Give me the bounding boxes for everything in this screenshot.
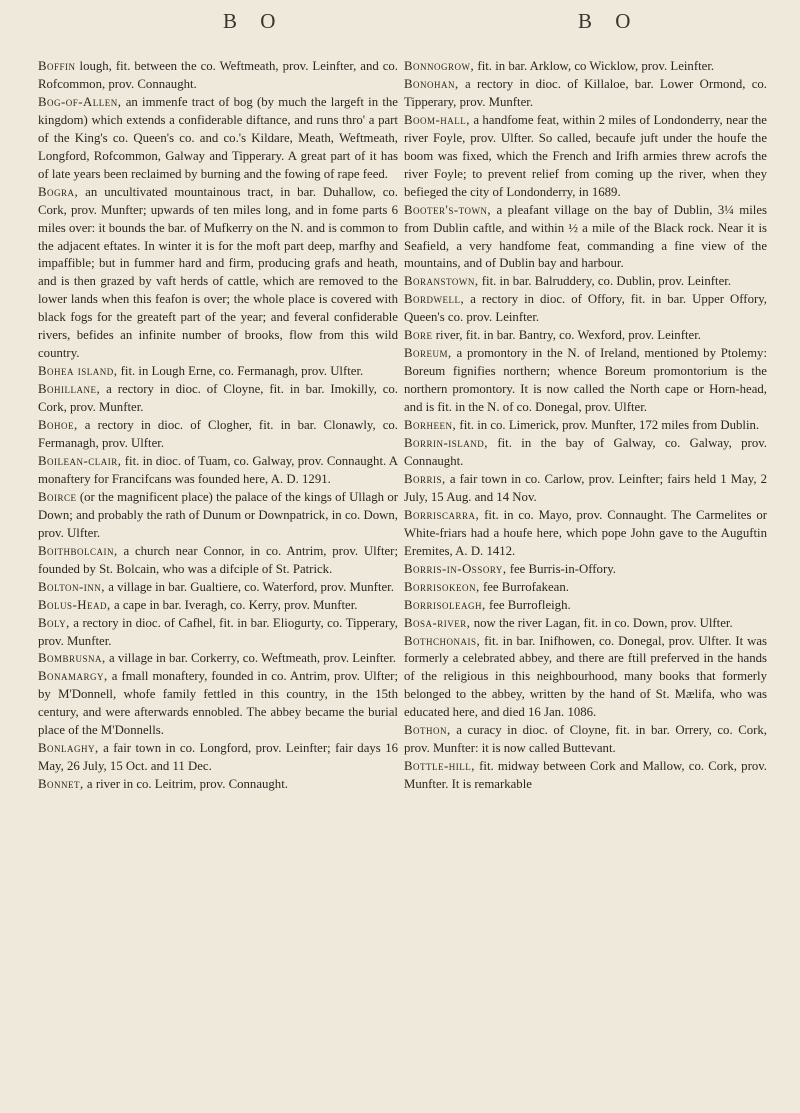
entry-headword: Bonnogrow,	[404, 59, 475, 73]
entry-text: a fair town in co. Carlow, prov. Leinfter; fairs held 1 May, 2 July, 15 Aug. and 14 Nov.	[404, 471, 767, 504]
entry-headword: Bonamargy,	[38, 669, 108, 684]
entry-text: lough, fit. between the co. Weftmeath, prov. Leinfter, and co. Rofcommon, prov. Connaught.	[38, 59, 398, 91]
entry-text: a river in co. Leitrim, prov. Connaught.	[83, 777, 288, 792]
entry-text: fit. in bar. Arklow, co Wicklow, prov. Leinfter.	[474, 59, 715, 73]
dictionary-entry	[38, 650, 398, 668]
entry-text: a rectory in dioc. of Cafhel, fit. in bar. Eliogurty, co. Tipperary, prov. Munfter.	[38, 615, 398, 648]
dictionary-entry	[404, 273, 767, 291]
dictionary-entry	[404, 633, 767, 723]
dictionary-entry	[38, 668, 398, 740]
entry-text: fit. in the bay of Galway, co. Galway, prov. Connaught.	[404, 436, 767, 468]
entry-headword: Boffin	[38, 59, 76, 73]
dictionary-entry	[38, 615, 398, 651]
right-column	[404, 58, 767, 794]
entry-headword: Borrin-island,	[404, 436, 488, 451]
entry-text: now the river Lagan, fit. in co. Down, prov. Ulfter.	[470, 615, 733, 630]
left-column	[38, 58, 398, 794]
entry-headword: Borriscarra,	[404, 507, 480, 522]
dictionary-entry	[404, 112, 767, 202]
entry-headword: Boom-hall,	[404, 112, 470, 127]
running-head-left: B O	[223, 9, 285, 33]
entry-text: fee Burrofleigh.	[485, 597, 571, 612]
dictionary-entry	[38, 740, 398, 776]
dictionary-entry	[404, 579, 767, 597]
dictionary-entry	[38, 381, 398, 417]
entry-text: fit. midway between Cork and Mallow, co. Cork, prov. Munfter. It is remarkable	[404, 759, 767, 792]
dictionary-entry	[404, 597, 767, 615]
entry-headword: Boilean-clair,	[38, 453, 122, 468]
entry-headword: Boirce	[38, 489, 77, 504]
dictionary-entry	[404, 471, 767, 507]
entry-headword: Bonlaghy,	[38, 741, 99, 756]
entry-text: (or the magnificent place) the palace of the kings of Ullagh or Down; and probably the rath of Dunum or Downpatrick, in co. Down, prov. Ulfter.	[38, 489, 398, 540]
dictionary-entry	[404, 561, 767, 579]
entry-headword: Bogra,	[38, 184, 79, 199]
entry-headword: Boreum,	[404, 346, 452, 361]
dictionary-entry	[38, 184, 398, 364]
entry-text: a village in bar. Corkerry, co. Weftmeath, prov. Leinfter.	[105, 651, 396, 666]
entry-text: a rectory in dioc. of Offory, fit. in bar. Upper Offory, Queen's co. prov. Leinfter.	[404, 292, 767, 325]
entry-text: an immenfe tract of bog (by much the largeft in the kingdom) which extends a confiderable diftance, and runs thro' a part of the King's co. Queen's co. and co.'s Kildare, Meath, Weftmeath, Longford, Rofcommon, Galway and Tipperary. A great part of it has of late years been reclaimed by burning and the fowing of rape feed.	[38, 94, 398, 181]
entry-text: a rectory in dioc. of Killaloe, bar. Lower Ormond, co. Tipperary, prov. Munfter.	[404, 76, 767, 109]
running-head-right: B O	[578, 9, 640, 33]
entry-headword: Bonohan,	[404, 76, 459, 91]
entry-headword: Borheen,	[404, 418, 457, 433]
entry-text: fee Burrofakean.	[479, 579, 569, 594]
entry-headword: Bohoe,	[38, 418, 78, 433]
entry-text: fit. in bar. Balruddery, co. Dublin, prov. Leinfter.	[478, 274, 732, 289]
entry-text: fit. in co. Limerick, prov. Munfter, 172 miles from Dublin.	[456, 418, 760, 433]
dictionary-entry	[404, 615, 767, 633]
entry-text: fit. in bar. Inifhowen, co. Donegal, prov. Ulfter. It was formerly a celebrated abbey, and there are ftill preferved in the hands of the religious in this neighbourhood, many books that formerly belonged to the abbey, written by the hand of St. Mælifa, who was educated here, and died 16 Jan. 1086.	[404, 633, 767, 720]
entry-headword: Bonnet,	[38, 777, 84, 792]
entry-headword: Bore	[404, 328, 433, 343]
dictionary-entry	[38, 417, 398, 453]
dictionary-entry	[404, 291, 767, 327]
dictionary-entry	[404, 327, 767, 345]
entry-headword: Bothchonais,	[404, 633, 481, 648]
entry-text: a church near Connor, in co. Antrim, prov. Ulfter; founded by St. Bolcain, who was a difciple of St. Patrick.	[38, 543, 398, 576]
dictionary-entry	[38, 58, 398, 94]
dictionary-entry	[404, 758, 767, 794]
entry-text: fit. in dioc. of Tuam, co. Galway, prov. Connaught. A monaftery for Francifcans was founded here, A. D. 1291.	[38, 453, 398, 486]
entry-headword: Boly,	[38, 615, 70, 630]
entry-text: an uncultivated mountainous tract, in bar. Duhallow, co. Cork, prov. Munfter; upwards of ten miles long, and in fome parts 6 miles over: it bounds the bar. of Mufkerry on the N. and is common to the adjacent eftates. In winter it is for the moft part deep, marfhy and impaffible; but in fummer hard and firm, producing grafs and heath, and is then grazed by vaft herds of cattle, which are removed to the lower lands when this feafon is over; the whole place is covered with black fogs for the greateft part of the year; and feveral confiderable rivers, befides an infinite number of brooks, flow from this wild country.	[38, 184, 398, 361]
dictionary-entry	[38, 363, 398, 381]
entry-text: a curacy in dioc. of Cloyne, fit. in bar. Orrery, co. Cork, prov. Munfter: it is now called Buttevant.	[404, 723, 767, 756]
entry-headword: Bohea island,	[38, 364, 118, 379]
dictionary-entry	[38, 94, 398, 184]
dictionary-entry	[404, 722, 767, 758]
dictionary-entry	[404, 435, 767, 471]
entry-headword: Borris-in-Ossory,	[404, 561, 507, 576]
entry-headword: Bosa-river,	[404, 615, 471, 630]
entry-text: a fmall monaftery, founded in co. Antrim, prov. Ulfter; by M'Donnell, whofe family fettled in this country, in the 15th century, and were afterwards ennobled. The abbey became the burial place of the M'Donnells.	[38, 669, 398, 738]
entry-text: fee Burris-in-Offory.	[506, 561, 616, 576]
entry-text: a cape in bar. Iveragh, co. Kerry, prov. Munfter.	[110, 597, 358, 612]
entry-headword: Bolton-inn,	[38, 579, 105, 594]
entry-headword: Bohillane,	[38, 382, 101, 397]
dictionary-entry	[38, 579, 398, 597]
entry-text: a fair town in co. Longford, prov. Leinfter; fair days 16 May, 26 July, 15 Oct. and 11 Dec.	[38, 741, 398, 774]
entry-text: a pleafant village on the bay of Dublin, 3¼ miles from Dublin caftle, and within ½ a mile of the Black rock. Near it is Seafield, a very handfome feat, commanding a fine view of the mountains, and of Dublin bay and harbour.	[404, 202, 767, 271]
entry-text: fit. in co. Mayo, prov. Connaught. The Carmelites or White-friars had a houfe here, which pope John gave to the Auguftin Eremites, A. D. 1412.	[404, 507, 767, 558]
dictionary-entry	[404, 58, 767, 76]
entry-text: river, fit. in bar. Bantry, co. Wexford, prov. Leinfter.	[432, 328, 701, 343]
entry-text: a handfome feat, within 2 miles of Londonderry, near the river Foyle, prov. Ulfter. So called, becaufe juft under the houfe the boom was fixed, which the French and Irifh armies threw acrofs the river Foyle; to prevent relief from coming up the river, when they befieged the city of Londonderry, in 1689.	[404, 112, 767, 199]
dictionary-entry	[38, 489, 398, 543]
entry-text: a rectory in dioc. of Clogher, fit. in bar. Clonawly, co. Fermanagh, prov. Ulfter.	[38, 418, 398, 451]
dictionary-entry	[404, 417, 767, 435]
entry-headword: Booter's-town,	[404, 202, 492, 217]
entry-headword: Borris,	[404, 471, 446, 486]
entry-headword: Borrisoleagh,	[404, 597, 486, 612]
dictionary-entry	[404, 345, 767, 417]
entry-text: a rectory in dioc. of Cloyne, fit. in bar. Imokilly, co. Cork, prov. Munfter.	[38, 382, 398, 415]
dictionary-entry	[404, 76, 767, 112]
entry-headword: Boranstown,	[404, 274, 479, 289]
dictionary-entry	[38, 543, 398, 579]
dictionary-entry	[404, 202, 767, 274]
entry-text: a village in bar. Gualtiere, co. Waterford, prov. Munfter.	[105, 579, 394, 594]
dictionary-entry	[404, 507, 767, 561]
entry-headword: Bolus-Head,	[38, 597, 111, 612]
entry-headword: Boithbolcain,	[38, 543, 118, 558]
entry-headword: Bordwell,	[404, 292, 465, 307]
entry-headword: Bothon,	[404, 723, 451, 738]
entry-text: fit. in Lough Erne, co. Fermanagh, prov. Ulfter.	[117, 364, 364, 379]
entry-headword: Bombrusna,	[38, 651, 106, 666]
dictionary-entry	[38, 597, 398, 615]
entry-headword: Bog-of-Allen,	[38, 94, 122, 109]
dictionary-entry	[38, 453, 398, 489]
entry-headword: Bottle-hill,	[404, 759, 475, 774]
entry-headword: Borrisokeon,	[404, 579, 480, 594]
entry-text: a promontory in the N. of Ireland, mentioned by Ptolemy: Boreum fignifies northern; whence Boreum promontorium is the northern promontory. It is now called the North cape or Horn-head, and is fit. in the N. of co. Donegal, prov. Ulfter.	[404, 346, 767, 415]
dictionary-entry	[38, 776, 398, 794]
